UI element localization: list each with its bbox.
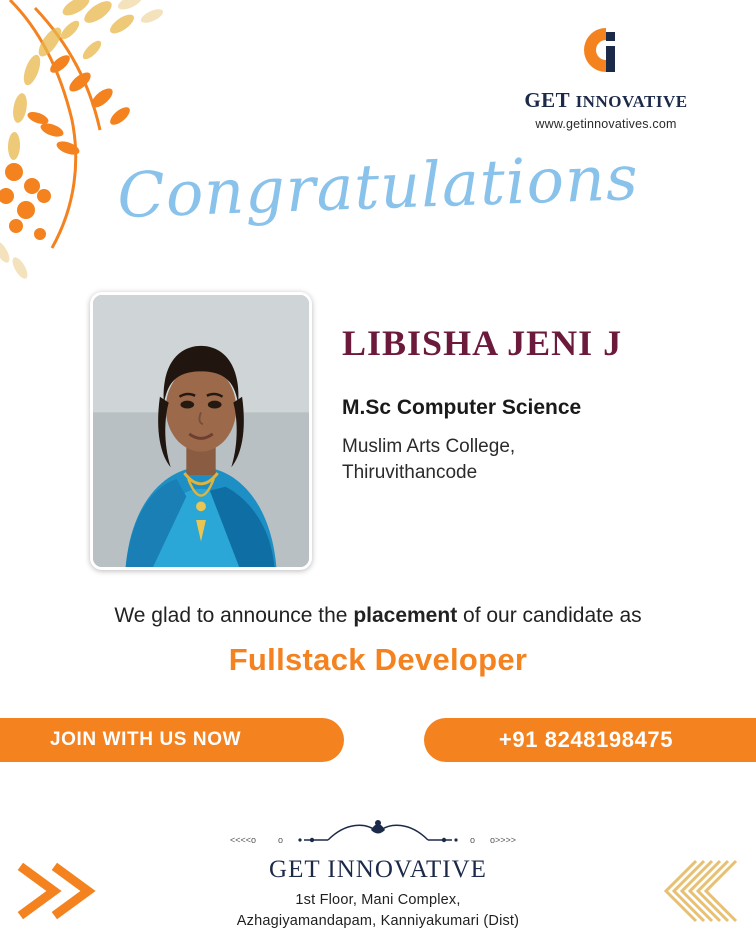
- page-title: Congratulations: [116, 140, 640, 233]
- svg-text:o>>>>: o>>>>: [490, 835, 517, 845]
- footer-address: [0, 890, 756, 932]
- announcement-prefix: We glad to announce the: [114, 604, 354, 627]
- candidate-college-line2: Thiruvithancode: [342, 461, 478, 483]
- candidate-college-line1: Muslim Arts College,: [342, 436, 516, 457]
- join-us-button[interactable]: [0, 718, 344, 762]
- phone-button[interactable]: [424, 718, 756, 762]
- candidate-name: LIBISHA JENI J: [342, 323, 623, 363]
- candidate-degree: M.Sc Computer Science: [342, 396, 582, 419]
- footer-address-line1: 1st Floor, Mani Complex,: [295, 892, 461, 908]
- brand-logo: [486, 24, 726, 131]
- footer-company: GET INNOVATIVE: [269, 856, 487, 883]
- phone-label: +91 8248198475: [498, 727, 674, 752]
- gi-monogram-icon: [576, 24, 636, 80]
- announcement-emphasis: placement: [353, 604, 458, 627]
- footer-block: [0, 856, 756, 932]
- floral-divider-icon: [0, 812, 756, 852]
- double-chevron-right-icon: [14, 851, 104, 936]
- candidate-college: [342, 434, 732, 485]
- candidate-photo: [90, 292, 312, 570]
- join-us-label: JOIN WITH US NOW: [50, 729, 242, 750]
- brand-website: www.getinnovatives.com: [535, 117, 677, 131]
- brand-name: [486, 88, 726, 113]
- announcement-suffix: of our candidate as: [457, 604, 642, 627]
- svg-text:o: o: [278, 835, 284, 845]
- job-role: Fullstack Developer: [228, 642, 528, 677]
- brand-name-part2: INNOVATIVE: [575, 92, 688, 111]
- candidate-details: [342, 322, 732, 485]
- svg-text:o: o: [470, 835, 476, 845]
- brand-name-part1: GET: [524, 88, 570, 112]
- footer-address-line2: Azhagiyamandapam, Kanniyakumari (Dist): [236, 913, 520, 930]
- announcement-text: [0, 604, 756, 628]
- floral-branch-icon: [0, 0, 240, 290]
- svg-text:<<<<o: <<<<o: [230, 835, 257, 845]
- double-chevron-left-icon: [652, 851, 742, 936]
